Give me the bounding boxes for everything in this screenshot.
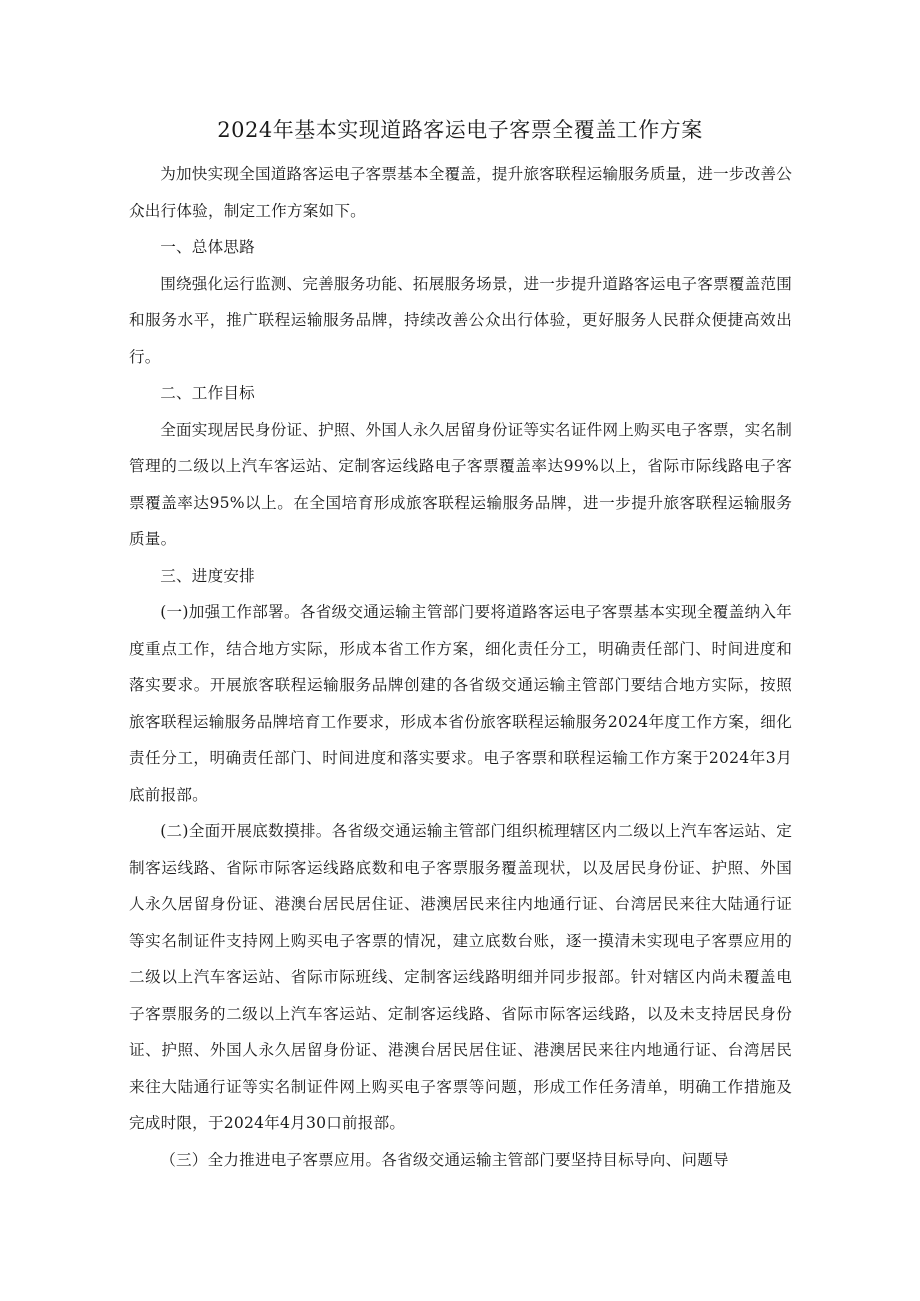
section-paragraph-overall-approach: 围绕强化运行监测、完善服务功能、拓展服务场景，进一步提升道路客运电子客票覆盖范围和服务水平，推广联程运输服务品牌，持续改善公众出行体验，更好服务人民群众便捷高效出行。 — [129, 274, 792, 366]
intro-paragraph: 为加快实现全国道路客运电子客票基本全覆盖，提升旅客联程运输服务质量，进一步改善公众出行体验，制定工作方案如下。 — [129, 165, 792, 220]
schedule-item-1: (一)加强工作部署。各省级交通运输主管部门要将道路客运电子客票基本实现全覆盖纳入年度重点工作，结合地方实际，形成本省工作方案，细化责任分工，明确责任部门、时间进度和落实要求。开展旅客联程运输服务品牌创建的各省级交通运输主管部门要结合地方实际，按照旅客联程运输服务品牌培育工作要求，形成本省份旅客联程运输服务2024年度工作方案，细化责任分工，明确责任部门、时间进度和落实要求。电子客票和联程运输工作方案于2024年3月底前报部。 — [129, 603, 792, 804]
section-heading-overall-approach: 一、总体思路 — [160, 238, 255, 256]
document-body — [129, 156, 792, 1178]
document-title: 2024年基本实现道路客运电子客票全覆盖工作方案 — [217, 118, 703, 142]
schedule-item-3: （三）全力推进电子客票应用。各省级交通运输主管部门要坚持目标导向、问题导 — [160, 1150, 729, 1169]
section-paragraph-work-goals: 全面实现居民身份证、护照、外国人永久居留身份证等实名证件网上购买电子客票，实名制管理的二级以上汽车客运站、定制客运线路电子客票覆盖率达99%以上，省际市际线路电子客票覆盖率达95%以上。在全国培育形成旅客联程运输服务品牌，进一步提升旅客联程运输服务质量。 — [129, 420, 792, 548]
section-heading-work-goals: 二、工作目标 — [160, 384, 255, 402]
section-heading-schedule: 三、进度安排 — [160, 566, 255, 585]
schedule-item-2: (二)全面开展底数摸排。各省级交通运输主管部门组织梳理辖区内二级以上汽车客运站、定制客运线路、省际市际客运线路底数和电子客票服务覆盖现状，以及居民身份证、护照、外国人永久居留身份证、港澳台居民居住证、港澳居民来往内地通行证、台湾居民来往大陆通行证等实名制证件支持网上购买电子客票的情况，建立底数台账，逐一摸清未实现电子客票应用的二级以上汽车客运站、省际市际班线、定制客运线路明细并同步报部。针对辖区内尚未覆盖电子客票服务的二级以上汽车客运站、定制客运线路、省际市际客运线路，以及未支持居民身份证、护照、外国人永久居留身份证、港澳台居民居住证、港澳居民来往内地通行证、台湾居民来往大陆通行证等实名制证件网上购买电子客票等问题，形成工作任务清单，明确工作措施及完成时限，于2024年4月30口前报部。 — [129, 822, 792, 1132]
